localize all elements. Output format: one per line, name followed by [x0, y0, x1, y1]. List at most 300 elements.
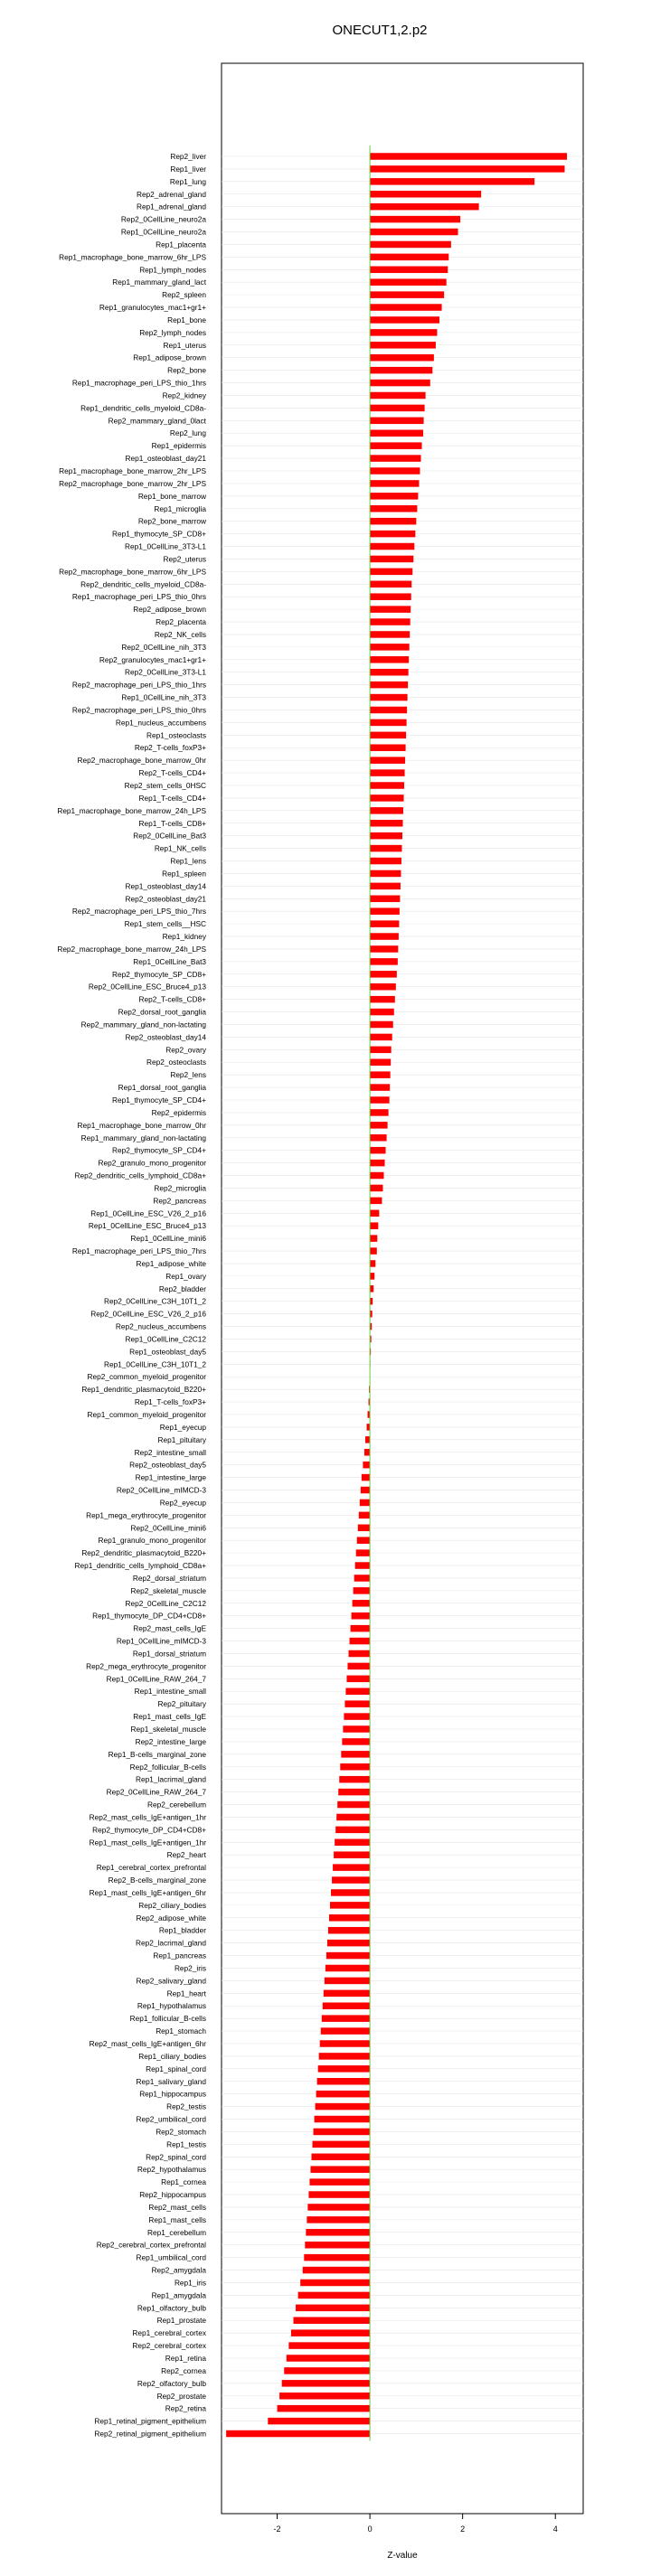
category-label: Rep2_0CellLine_ESC_Bruce4_p13	[88, 982, 206, 992]
category-label: Rep2_pancreas	[153, 1196, 206, 1206]
bar	[282, 2380, 370, 2387]
bar	[361, 1487, 370, 1494]
category-label: Rep2_ciliary_bodies	[138, 1900, 206, 1910]
category-label: Rep2_stem_cells_0HSC	[124, 781, 206, 790]
category-label: Rep1_microglia	[154, 503, 206, 513]
category-label: Rep1_bone_marrow	[137, 491, 206, 501]
bar	[370, 1185, 382, 1192]
category-label: Rep1_hippocampus	[139, 2089, 206, 2099]
category-label: Rep2_cornea	[161, 2365, 206, 2375]
category-label: Rep2_0CellLine_ESC_V26_2_p16	[90, 1309, 206, 1319]
category-label: Rep1_pancreas	[153, 1951, 206, 1960]
category-label: Rep1_bone	[167, 315, 206, 324]
bar	[363, 1462, 370, 1469]
bar	[370, 769, 404, 776]
category-label: Rep1_hypothalamus	[137, 2001, 206, 2011]
category-label: Rep1_mega_erythrocyte_progenitor	[86, 1510, 206, 1520]
bar	[370, 267, 448, 274]
category-label: Rep2_prostate	[156, 2391, 206, 2401]
bar-rows	[57, 152, 583, 2439]
category-label: Rep1_prostate	[156, 2316, 206, 2326]
bar	[370, 920, 399, 927]
category-label: Rep2_dorsal_root_ganglia	[118, 1007, 206, 1017]
bar	[316, 2103, 371, 2111]
bar	[370, 694, 408, 701]
category-label: Rep1_dendritic_plasmacytoid_B220+	[81, 1385, 206, 1395]
category-label: Rep2_0CellLine_neuro2a	[120, 214, 206, 224]
bar	[370, 794, 403, 802]
x-axis	[274, 2514, 558, 2534]
category-label: Rep2_dendritic_cells_lymphoid_CD8a+	[74, 1170, 206, 1180]
category-label: Rep2_osteoclasts	[146, 1058, 206, 1067]
bar	[370, 278, 447, 286]
category-label: Rep2_macrophage_bone_marrow_6hr_LPS	[59, 567, 206, 577]
bar	[370, 518, 416, 525]
category-label: Rep1_adipose_brown	[133, 353, 206, 362]
bar	[370, 291, 444, 298]
category-label: Rep1_granulocytes_mac1+gr1+	[99, 303, 206, 313]
category-label: Rep2_macrophage_peri_LPS_thio_7hrs	[71, 907, 206, 917]
category-label: Rep1_mast_cells_IgE+antigen_6hr	[89, 1887, 206, 1897]
bar	[370, 732, 406, 739]
category-label: Rep1_pituitary	[157, 1434, 206, 1444]
bar	[332, 1876, 370, 1884]
category-label: Rep2_0CellLine_nih_3T3	[121, 642, 206, 652]
bar	[288, 2342, 370, 2349]
bar	[370, 971, 397, 978]
category-label: Rep2_macrophage_peri_LPS_thio_0hrs	[71, 705, 206, 715]
category-label: Rep1_ciliary_bodies	[138, 2051, 206, 2061]
category-label: Rep1_T-cells_CD8+	[138, 818, 206, 828]
category-label: Rep1_epidermis	[151, 441, 206, 451]
bar	[370, 1071, 391, 1078]
bar	[370, 782, 404, 789]
category-label: Rep1_common_myeloid_progenitor	[87, 1410, 206, 1419]
category-label: Rep1_cerebral_cortex_prefrontal	[96, 1863, 206, 1873]
category-label: Rep2_kidney	[162, 390, 206, 400]
bar	[370, 644, 410, 651]
category-label: Rep2_ovary	[165, 1045, 206, 1055]
category-label: Rep1_kidney	[162, 932, 206, 942]
bar	[370, 1047, 392, 1054]
bar	[279, 2393, 370, 2400]
category-label: Rep2_adipose_white	[136, 1913, 206, 1923]
bar	[328, 1927, 370, 1934]
category-label: Rep2_dorsal_striatum	[132, 1573, 206, 1583]
bar	[370, 870, 401, 878]
category-label: Rep2_stomach	[156, 2127, 206, 2137]
category-label: Rep2_adrenal_gland	[136, 189, 206, 199]
bar	[360, 1500, 370, 1507]
category-label: Rep1_dorsal_root_ganglia	[118, 1083, 206, 1093]
category-label: Rep2_intestine_large	[135, 1736, 206, 1746]
category-label: Rep1_macrophage_bone_marrow_2hr_LPS	[59, 466, 206, 475]
category-label: Rep1_0CellLine_mini6	[130, 1234, 206, 1244]
bar	[306, 2229, 370, 2236]
bar	[370, 178, 534, 185]
bar	[370, 1034, 392, 1041]
bar	[370, 807, 403, 814]
bar	[326, 1965, 370, 1972]
bar	[370, 1084, 390, 1091]
category-label: Rep2_mast_cells	[148, 2202, 206, 2212]
category-label: Rep2_B-cells_marginal_zone	[108, 1876, 206, 1885]
bar	[293, 2317, 370, 2324]
category-label: Rep1_lacrimal_gland	[136, 1774, 206, 1784]
bar	[359, 1512, 370, 1519]
bar	[353, 1600, 370, 1607]
category-label: Rep2_adipose_brown	[133, 605, 206, 615]
category-label: Rep2_placenta	[156, 617, 206, 627]
bar	[370, 418, 423, 425]
category-label: Rep2_amygdala	[151, 2265, 206, 2275]
bar	[370, 405, 425, 412]
bar	[370, 883, 401, 890]
category-label: Rep2_mast_cells_IgE+antigen_6hr	[89, 2039, 206, 2048]
bar	[354, 1587, 370, 1594]
bar	[338, 1789, 370, 1796]
category-label: Rep2_NK_cells	[154, 629, 206, 639]
bar	[329, 1914, 370, 1922]
category-label: Rep2_macrophage_bone_marrow_2hr_LPS	[59, 478, 206, 488]
category-label: Rep1_salivary_gland	[136, 2076, 206, 2086]
category-label: Rep1_retina	[165, 2354, 206, 2363]
category-label: Rep1_0CellLine_Bat3	[133, 956, 206, 966]
category-label: Rep2_eyecup	[159, 1498, 206, 1508]
bar	[370, 1260, 375, 1267]
bar	[370, 656, 409, 663]
bar	[370, 958, 398, 965]
bar	[370, 757, 405, 764]
bar	[335, 1839, 370, 1847]
bar	[314, 2129, 371, 2136]
category-label: Rep1_placenta	[156, 240, 206, 249]
bar	[308, 2191, 370, 2198]
bar	[370, 996, 395, 1003]
bar	[350, 1638, 371, 1645]
x-tick-label: -2	[273, 2524, 281, 2534]
category-label: Rep2_common_myeloid_progenitor	[87, 1372, 206, 1382]
bar	[326, 1952, 370, 1960]
category-label: Rep1_spinal_cord	[146, 2064, 206, 2073]
category-label: Rep2_lens	[170, 1070, 206, 1080]
bar	[370, 442, 421, 449]
category-label: Rep2_retina	[165, 2403, 206, 2413]
bar	[349, 1650, 371, 1658]
bar	[370, 858, 401, 865]
bar	[370, 1273, 374, 1280]
category-label: Rep2_0CellLine_C3H_10T1_2	[103, 1296, 206, 1306]
category-label: Rep2_0CellLine_mIMCD-3	[116, 1485, 206, 1495]
bar	[370, 505, 417, 512]
bar	[370, 1009, 394, 1016]
bar	[321, 2027, 370, 2035]
bar	[370, 744, 405, 751]
x-tick-label: 2	[460, 2524, 466, 2534]
category-label: Rep1_0CellLine_ESC_V26_2_p16	[90, 1208, 206, 1218]
category-label: Rep1_macrophage_peri_LPS_thio_0hrs	[71, 592, 206, 602]
bar	[370, 945, 398, 953]
category-label: Rep1_B-cells_marginal_zone	[108, 1749, 206, 1759]
bar	[336, 1814, 370, 1821]
bar	[311, 2154, 370, 2161]
category-label: Rep1_osteoclasts	[146, 730, 206, 740]
category-label: Rep2_lung	[169, 428, 206, 438]
category-label: Rep2_bladder	[158, 1283, 206, 1293]
bar	[335, 1827, 370, 1834]
category-label: Rep1_umbilical_cord	[136, 2252, 206, 2262]
category-label: Rep2_salivary_gland	[136, 1976, 206, 1986]
category-label: Rep2_nucleus_accumbens	[115, 1321, 206, 1331]
bar	[304, 2254, 370, 2261]
bar	[327, 1940, 370, 1947]
bar	[355, 1562, 370, 1569]
bar	[370, 342, 436, 349]
bar	[370, 543, 414, 550]
category-label: Rep1_lung	[169, 176, 206, 186]
bar	[319, 2053, 370, 2060]
bar	[370, 254, 448, 261]
bar	[309, 2178, 370, 2186]
category-label: Rep1_mast_cells	[148, 2214, 206, 2224]
category-label: Rep1_0CellLine_neuro2a	[120, 227, 206, 237]
bar	[370, 367, 432, 374]
category-label: Rep1_mast_cells_IgE+antigen_1hr	[89, 1838, 206, 1847]
bar	[362, 1474, 370, 1481]
category-label: Rep1_cornea	[161, 2177, 206, 2187]
bar	[318, 2065, 370, 2073]
category-label: Rep2_intestine_small	[134, 1447, 206, 1457]
bar	[370, 832, 402, 840]
category-label: Rep1_iris	[174, 2278, 206, 2288]
category-label: Rep1_olfactory_bulb	[137, 2303, 206, 2313]
bar	[370, 531, 415, 538]
category-label: Rep1_lymph_nodes	[139, 265, 206, 275]
bar	[370, 203, 479, 211]
bar	[370, 1058, 391, 1066]
category-label: Rep2_uterus	[163, 554, 206, 564]
bar	[342, 1738, 370, 1745]
bar	[370, 1235, 377, 1242]
category-label: Rep2_0CellLine_mini6	[130, 1523, 206, 1533]
category-label: Rep2_0CellLine_C2C12	[125, 1598, 206, 1608]
category-label: Rep1_liver	[170, 164, 206, 174]
category-label: Rep1_0CellLine_3T3-L1	[125, 541, 206, 551]
category-label: Rep2_0CellLine_3T3-L1	[125, 667, 206, 677]
bar	[370, 1222, 378, 1229]
bar	[331, 1889, 370, 1896]
bar	[370, 304, 441, 311]
category-label: Rep1_macrophage_peri_LPS_thio_1hrs	[71, 378, 206, 388]
category-label: Rep1_NK_cells	[154, 843, 206, 853]
category-label: Rep1_mammary_gland_non-lactating	[80, 1133, 206, 1142]
category-label: Rep2_granulocytes_mac1+gr1+	[99, 654, 206, 664]
category-label: Rep1_0CellLine_C2C12	[125, 1334, 206, 1344]
category-label: Rep1_dorsal_striatum	[132, 1649, 206, 1659]
bar	[351, 1625, 371, 1632]
category-label: Rep1_0CellLine_nih_3T3	[121, 692, 206, 702]
bar	[322, 2015, 370, 2022]
category-label: Rep2_lymph_nodes	[139, 327, 206, 337]
bar	[370, 241, 451, 249]
category-label: Rep1_T-cells_foxP3+	[134, 1397, 206, 1407]
bar	[370, 983, 396, 991]
bar	[370, 380, 430, 387]
x-tick-label: 0	[367, 2524, 373, 2534]
bar	[370, 1247, 377, 1255]
bar	[364, 1449, 370, 1456]
category-label: Rep2_umbilical_cord	[136, 2114, 206, 2124]
bar	[313, 2141, 371, 2148]
bar	[334, 1851, 370, 1858]
bar	[370, 429, 423, 437]
bar	[370, 480, 419, 487]
category-label: Rep1_macrophage_bone_marrow_6hr_LPS	[59, 252, 206, 262]
bar	[354, 1575, 370, 1582]
bar	[340, 1763, 370, 1771]
bar	[370, 354, 434, 362]
bar	[344, 1700, 370, 1707]
bar	[370, 896, 400, 903]
category-label: Rep1_lens	[170, 856, 206, 866]
category-label: Rep1_nucleus_accumbens	[115, 718, 206, 728]
category-label: Rep1_bladder	[158, 1925, 206, 1935]
bar	[310, 2166, 370, 2173]
bar	[370, 845, 401, 852]
category-label: Rep2_mammary_gland_0lact	[108, 416, 206, 426]
category-label: Rep2_olfactory_bulb	[137, 2378, 206, 2388]
category-label: Rep1_0CellLine_C3H_10T1_2	[103, 1359, 206, 1369]
category-label: Rep2_macrophage_bone_marrow_0hr	[77, 756, 206, 766]
bar	[370, 216, 460, 223]
category-label: Rep2_spinal_cord	[146, 2152, 206, 2162]
bar	[344, 1713, 370, 1720]
category-label: Rep1_mammary_gland_lact	[112, 277, 206, 287]
category-label: Rep2_thymocyte_SP_CD4+	[112, 1145, 206, 1155]
bar	[316, 2091, 370, 2098]
chart-title: ONECUT1,2.p2	[332, 23, 428, 38]
category-label: Rep1_adipose_white	[136, 1258, 206, 1268]
category-label: Rep2_osteoblast_day21	[125, 894, 206, 904]
category-label: Rep2_T-cells_CD4+	[138, 768, 206, 778]
bar	[284, 2367, 370, 2374]
category-label: Rep1_spleen	[162, 869, 206, 879]
bar	[315, 2116, 371, 2123]
bar	[370, 165, 564, 173]
category-label: Rep1_macrophage_bone_marrow_24h_LPS	[57, 805, 206, 815]
bar	[298, 2292, 370, 2299]
bar	[370, 1172, 383, 1180]
bar	[307, 2216, 370, 2223]
category-label: Rep2_bone_marrow	[137, 516, 206, 526]
category-label: Rep1_thymocyte_SP_CD4+	[112, 1095, 206, 1105]
category-label: Rep2_macrophage_peri_LPS_thio_1hrs	[71, 680, 206, 690]
category-label: Rep2_T-cells_CD8+	[138, 994, 206, 1004]
bar	[346, 1676, 370, 1683]
category-label: Rep2_granulo_mono_progenitor	[98, 1158, 206, 1168]
category-label: Rep2_liver	[170, 152, 206, 161]
category-label: Rep2_osteoblast_day5	[129, 1460, 206, 1470]
bar	[307, 2204, 370, 2211]
bar	[337, 1801, 370, 1809]
bar	[370, 467, 420, 475]
bar	[370, 581, 411, 588]
bar	[370, 593, 411, 600]
category-label: Rep2_hypothalamus	[137, 2165, 206, 2175]
category-label: Rep2_T-cells_foxP3+	[134, 743, 206, 753]
category-label: Rep2_mega_erythrocyte_progenitor	[86, 1661, 206, 1671]
category-label: Rep2_skeletal_muscle	[130, 1585, 206, 1595]
bar	[320, 2040, 370, 2047]
bar	[370, 933, 399, 940]
category-label: Rep2_mammary_gland_non-lactating	[80, 1020, 206, 1029]
category-label: Rep1_osteoblast_day5	[129, 1347, 206, 1357]
category-label: Rep1_amygdala	[151, 2290, 206, 2300]
bar	[303, 2267, 370, 2274]
category-label: Rep1_thymocyte_SP_CD8+	[112, 529, 206, 539]
category-label: Rep1_adrenal_gland	[136, 202, 206, 212]
category-label: Rep2_macrophage_bone_marrow_24h_LPS	[57, 944, 206, 954]
category-label: Rep1_ovary	[165, 1271, 206, 1281]
bar	[370, 719, 407, 727]
category-label: Rep2_dendritic_cells_myeloid_CD8a-	[80, 579, 206, 589]
bar	[370, 631, 410, 638]
bar	[317, 2078, 370, 2085]
bar	[268, 2418, 370, 2425]
category-label: Rep2_0CellLine_RAW_264_7	[106, 1787, 206, 1797]
bar	[341, 1751, 370, 1758]
category-label: Rep2_heart	[166, 1850, 206, 1860]
bar	[370, 329, 437, 336]
bar	[370, 569, 412, 576]
bar	[345, 1688, 370, 1695]
category-label: Rep1_follicular_B-cells	[129, 2014, 206, 2024]
bar	[370, 1285, 373, 1293]
category-label: Rep2_iris	[174, 1963, 206, 1973]
bar	[370, 1134, 386, 1142]
category-label: Rep1_osteoblast_day14	[125, 881, 206, 891]
category-label: Rep2_lacrimal_gland	[136, 1938, 206, 1948]
bar	[370, 618, 410, 625]
bar	[296, 2305, 370, 2312]
category-label: Rep1_mast_cells_IgE	[133, 1712, 206, 1722]
category-label: Rep1_0CellLine_mIMCD-3	[116, 1636, 206, 1646]
bar	[370, 153, 567, 160]
category-label: Rep1_cerebellum	[146, 2227, 206, 2237]
bar	[291, 2329, 370, 2336]
bar	[370, 1109, 389, 1116]
bar	[367, 1424, 371, 1431]
category-label: Rep2_cerebellum	[146, 1800, 206, 1810]
bar	[370, 191, 481, 198]
category-label: Rep1_granulo_mono_progenitor	[98, 1536, 206, 1546]
bar	[370, 556, 413, 563]
category-label: Rep1_T-cells_CD4+	[138, 793, 206, 803]
bar	[370, 1096, 390, 1104]
category-label: Rep2_hippocampus	[139, 2190, 206, 2200]
bar	[370, 707, 407, 714]
category-label: Rep1_testis	[166, 2139, 206, 2149]
bar	[343, 1725, 370, 1733]
bar	[357, 1537, 370, 1544]
bar	[370, 820, 402, 827]
category-label: Rep1_intestine_small	[134, 1687, 206, 1697]
bar	[333, 1864, 370, 1871]
bar	[226, 2430, 370, 2438]
category-label: Rep2_epidermis	[151, 1107, 206, 1117]
bar	[370, 493, 418, 500]
bar	[370, 229, 458, 236]
